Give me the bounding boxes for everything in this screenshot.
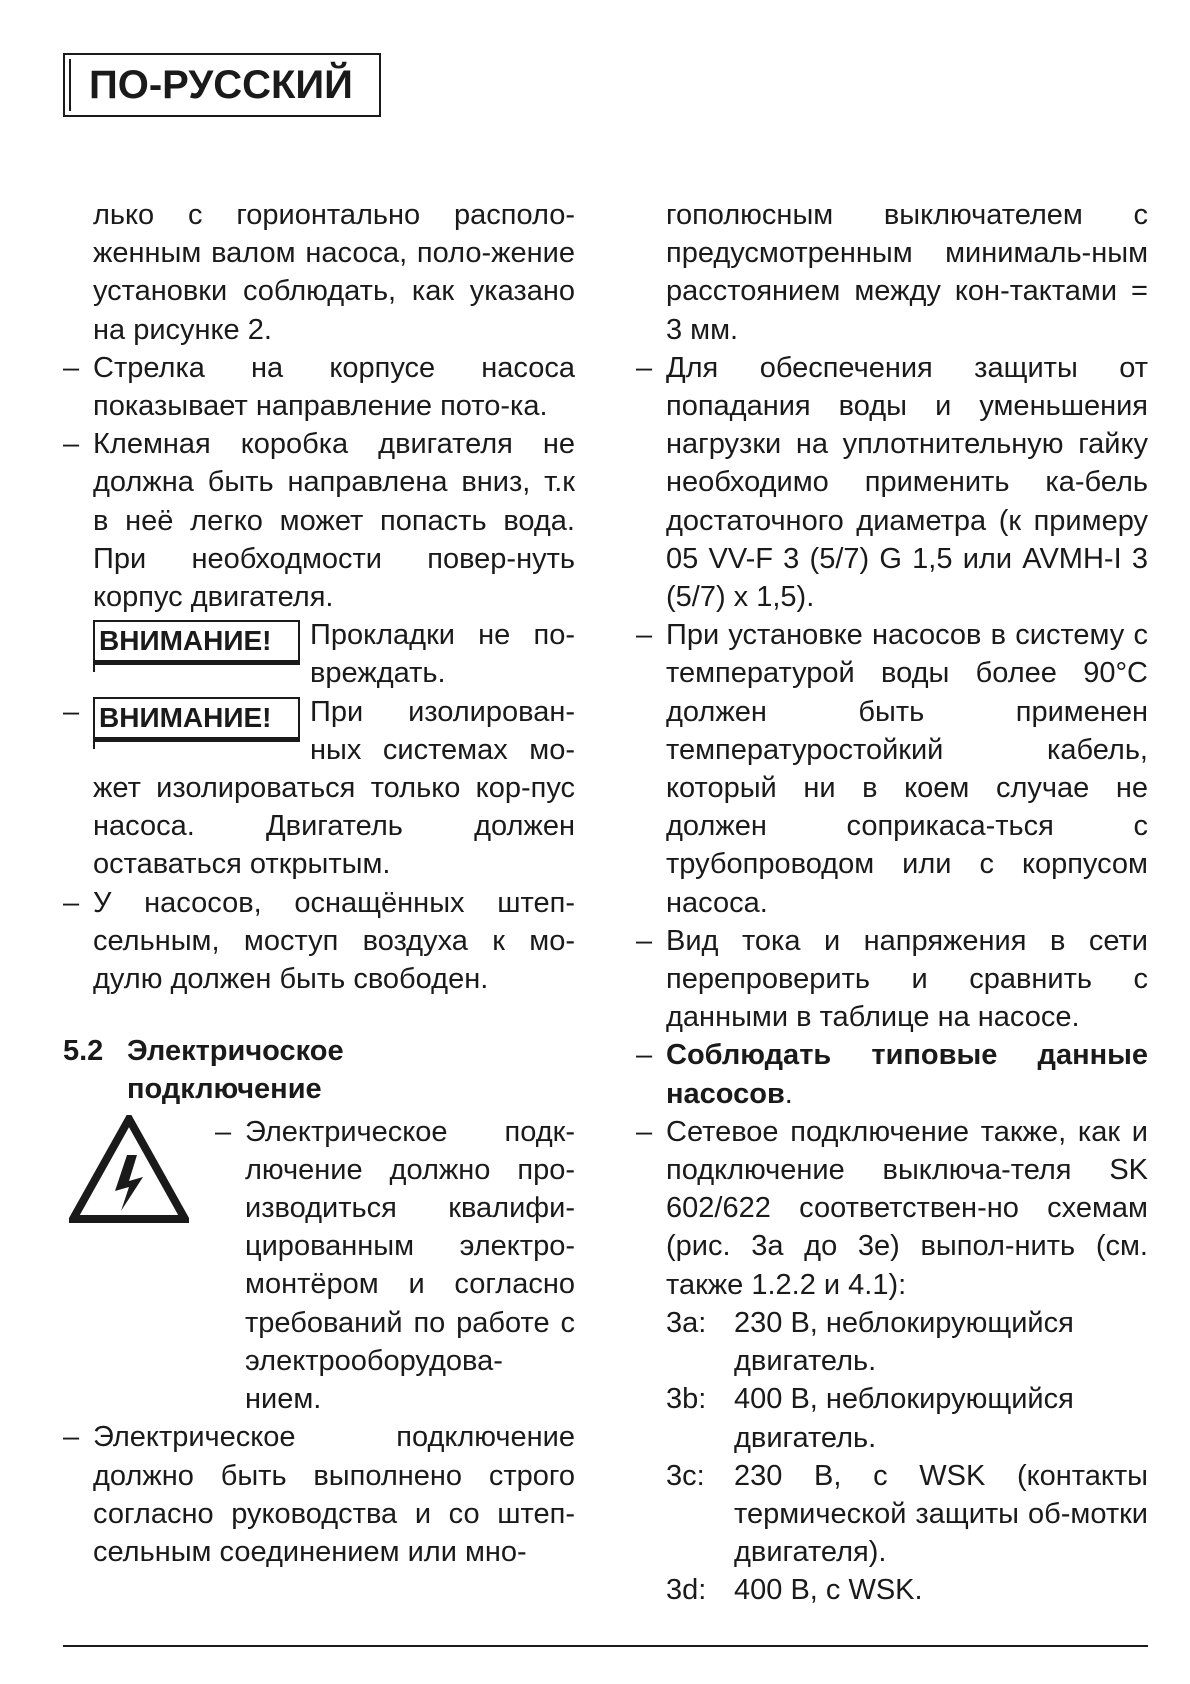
subitem-code: 3a: [666, 1306, 707, 1339]
dash-marker: – [63, 428, 80, 461]
subitem-code: 3c: [666, 1459, 705, 1492]
dash-marker: – [63, 695, 80, 728]
warning-text: Прокладки не по-вреждать. [310, 619, 575, 690]
list-item: – Электрическое подключение должно быть выполнено строго согласно руководства и со штеп-сельным соединением или мно- [63, 1418, 575, 1571]
footer-rule [63, 1645, 1148, 1647]
dash-marker: – [636, 924, 653, 957]
subitem-text: 400 В, с WSK. [734, 1574, 923, 1607]
warning-badge: ВНИМАНИЕ! [93, 697, 300, 742]
wiring-subitem [636, 1571, 1148, 1609]
list-item: – Стрелка на корпусе насоса показывает направление пото-ка. [63, 349, 575, 425]
dash-marker: – [636, 1115, 653, 1148]
subitem-text: 400 В, неблокирующийся двигатель. [734, 1383, 1074, 1454]
list-item-bold: – Соблюдать типовые данные насосов. [636, 1036, 1148, 1112]
continuation-text: лько с горионтально располо-женным валом насоса, поло-жение установки соблюдать, как указано на рисунке 2. [93, 199, 575, 346]
subitem-text: 230 В, неблокирующийся двигатель. [734, 1306, 1074, 1378]
list-item: – У насосов, оснащённых штеп-сельным, моступ воздуха к мо-дулю должен быть свободен. [63, 884, 575, 999]
warning-block-2 [63, 693, 575, 884]
bold-instruction: Соблюдать типовые данные насосов [666, 1039, 1148, 1110]
list-item: – Вид тока и напряжения в сети перепроверить и сравнить с данными в таблице на насосе. [636, 922, 1148, 1037]
right-column [636, 196, 1148, 1610]
section-number: 5.2 [63, 1035, 104, 1068]
electrical-item: – Электрическое подк-лючение должно про-изводиться квалифи-цированным электро-монтёром и согласно требований по работе с электрооборудова-нием. [63, 1113, 575, 1419]
subitem-code: 3b: [666, 1383, 707, 1416]
list-item: – При установке насосов в систему с температурой воды более 90°С должен быть применен температуростойкий кабель, который ни в коем случае не должен соприкаса-ться с трубопроводом или с корпусом насоса. [636, 616, 1148, 922]
continuation-text: гополюсным выключателем с предусмотренным минималь-ным расстоянием между кон-тактами = 3 мм. [666, 199, 1148, 346]
dash-marker: – [63, 351, 80, 384]
section-title: Электричоское [127, 1035, 344, 1068]
list-item: – Сетевое подключение также, как и подключение выключа-теля SK 602/622 соответствен-но схемам (рис. 3а до 3е) выпол-нить (см. также 1.2.2 и 4.1): [636, 1113, 1148, 1304]
dash-marker: – [63, 886, 80, 919]
wiring-subitem [636, 1457, 1148, 1572]
dash-marker: – [636, 619, 653, 652]
warning-badge: ВНИМАНИЕ! [93, 620, 300, 665]
section-heading [63, 1032, 575, 1108]
subitem-text: 230 В, с WSK (контакты термической защиты об-мотки двигателя). [734, 1459, 1148, 1569]
subitem-code: 3d: [666, 1574, 707, 1607]
warning-block-1 [63, 616, 575, 692]
dash-marker: – [636, 351, 653, 384]
dash-marker: – [636, 1039, 653, 1072]
dash-marker: – [63, 1421, 80, 1454]
language-label: ПО-РУССКИЙ [63, 53, 381, 117]
left-column [63, 196, 575, 1571]
wiring-subitem [636, 1304, 1148, 1380]
warning-text: При изолирован-ных системах мо-жет изолироваться только кор-пус насоса. Двигатель должен оставаться открытым. [93, 695, 575, 881]
section-title-line2: подключение [127, 1073, 322, 1106]
wiring-subitem [636, 1380, 1148, 1456]
dash-marker: – [215, 1115, 232, 1148]
list-item: – Для обеспечения защиты от попадания воды и уменьшения нагрузки на уплотнительную гайку необходимо применить ка-бель достаточного диаметра (к примеру 05 VV-F 3 (5/7) G 1,5 или AVMH-I 3 (5/7) x 1,5). [636, 349, 1148, 616]
list-item: – Клемная коробка двигателя не должна быть направлена вниз, т.к в неё легко может попасть вода. При необходмости повер-нуть корпус двигателя. [63, 425, 575, 616]
electrical-warning-row [63, 1113, 575, 1419]
